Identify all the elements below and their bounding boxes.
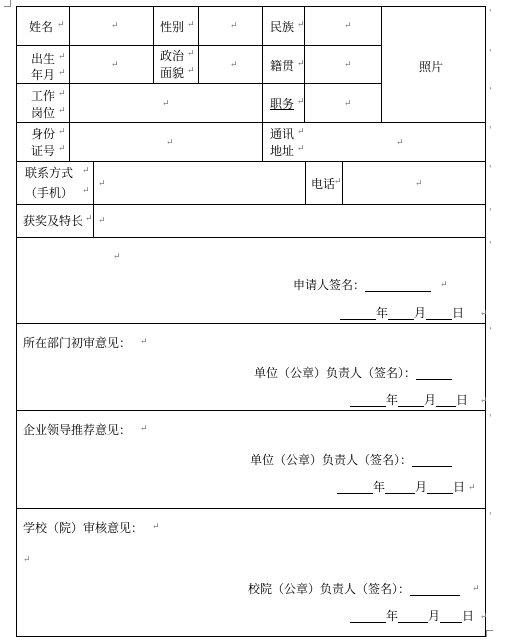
para-mark: ↵	[297, 59, 305, 69]
address-label-line1: 通讯	[270, 127, 295, 141]
school-month-blank[interactable]	[398, 610, 428, 623]
ethnicity-value-field[interactable]: ↵	[344, 21, 352, 31]
col-line-d	[262, 6, 263, 161]
contact-label-line1: 联系方式	[25, 166, 74, 180]
post-value-field[interactable]: ↵	[344, 99, 352, 109]
id-label-line1: 身份	[31, 127, 56, 141]
photo-label: 照片	[419, 60, 444, 74]
year-label: 年	[386, 393, 399, 407]
row-end-mark: '	[489, 87, 492, 97]
native-place-value-field[interactable]: ↵	[344, 60, 352, 70]
applicant-signature-label	[293, 278, 431, 292]
para-mark: ↵	[58, 144, 66, 154]
school-signature-text: 校院（公章）负责人（签名）：	[248, 582, 411, 596]
year-label: 年	[373, 480, 386, 494]
native-place-label: 籍贯	[270, 59, 295, 73]
para-mark: ↵	[297, 144, 305, 154]
dept-day-blank[interactable]	[436, 394, 456, 407]
row-line-3	[16, 122, 486, 123]
col-line-phone-a	[305, 161, 306, 204]
political-label-line2: 面貌	[160, 66, 185, 80]
dept-date-line	[350, 393, 468, 407]
month-label: 月	[414, 306, 427, 320]
row-end-mark: '	[489, 512, 492, 522]
para-mark: ↵	[57, 20, 65, 30]
applicant-year-blank[interactable]	[340, 307, 376, 320]
para-mark: ↵	[187, 20, 195, 30]
leader-year-blank[interactable]	[337, 481, 373, 494]
ethnicity-label: 民族	[270, 20, 295, 34]
col-line-f	[381, 6, 382, 122]
row-line-8	[16, 410, 486, 411]
phone-label: 电话	[311, 177, 336, 191]
applicant-signature-text: 申请人签名：	[293, 278, 366, 292]
crop-mark-bottom-right	[486, 630, 493, 637]
leader-opinion-label: 企业领导推荐意见：	[23, 423, 132, 437]
dept-signature-text: 单位（公章）负责人（签名）：	[254, 366, 417, 380]
day-label: 日	[462, 609, 475, 623]
school-date-line	[350, 609, 474, 623]
address-label-line2: 地址	[270, 144, 295, 158]
school-signature-blank[interactable]	[410, 583, 460, 596]
para-mark: ↵	[82, 186, 90, 196]
para-mark: ↵	[140, 337, 148, 347]
para-mark: ↵	[187, 66, 195, 76]
row-end-mark: '	[489, 165, 492, 175]
table-border-right	[485, 6, 486, 636]
job-label-line2: 岗位	[31, 106, 56, 120]
gender-label: 性别	[160, 20, 185, 34]
table-border-top	[16, 6, 486, 7]
dept-year-blank[interactable]	[350, 394, 386, 407]
para-mark: ↵	[297, 97, 305, 107]
name-label: 姓名	[29, 20, 54, 34]
row-end-mark: '	[489, 414, 492, 424]
day-label: 日	[456, 393, 469, 407]
job-label-line1: 工作	[31, 89, 56, 103]
row-line-4	[16, 161, 486, 162]
applicant-signature-line[interactable]	[365, 279, 431, 292]
day-label: 日	[453, 480, 466, 494]
leader-signature-blank[interactable]	[412, 454, 452, 467]
para-mark: ↵	[58, 52, 66, 62]
row-line-7	[16, 323, 486, 324]
address-value-field[interactable]: ↵	[396, 138, 404, 148]
col-line-a	[69, 6, 70, 161]
year-label: 年	[386, 609, 399, 623]
leader-date-line	[337, 480, 465, 494]
para-mark: ↵	[468, 483, 476, 493]
birth-label-line1: 出生	[31, 52, 56, 66]
para-mark: ↵	[472, 584, 480, 594]
table-border-bottom	[16, 636, 486, 637]
leader-day-blank[interactable]	[427, 481, 453, 494]
para-mark: ↵	[152, 522, 160, 532]
month-label: 月	[428, 609, 441, 623]
applicant-block-para-mark: ↵	[113, 252, 121, 262]
dept-signature-line	[254, 366, 452, 380]
political-value-field[interactable]: ↵	[230, 60, 238, 70]
para-mark: ↵	[85, 214, 93, 224]
para-mark: ↵	[480, 309, 488, 319]
row-end-mark: '	[489, 9, 492, 19]
col-line-b	[153, 6, 154, 84]
birth-label-line2: 年月	[31, 68, 56, 82]
applicant-month-blank[interactable]	[388, 307, 414, 320]
day-label: 日	[452, 306, 465, 320]
para-mark: ↵	[440, 280, 448, 290]
row-end-mark: '	[489, 208, 492, 218]
phone-value-field[interactable]: ↵	[415, 179, 423, 189]
para-mark: ↵	[58, 68, 66, 78]
row-end-mark: '	[489, 241, 492, 251]
row-line-6	[16, 237, 486, 238]
id-number-field[interactable]: ↵	[166, 138, 174, 148]
row-end-mark: '	[489, 327, 492, 337]
leader-signature-line	[250, 453, 452, 467]
dept-signature-blank[interactable]	[416, 367, 452, 380]
table-border-left	[16, 6, 17, 636]
row-line-9	[16, 508, 486, 509]
row-line-5	[16, 204, 486, 205]
awards-value-field[interactable]: ↵	[98, 216, 106, 226]
row-end-mark: '	[489, 126, 492, 136]
dept-opinion-label: 所在部门初审意见：	[23, 336, 132, 350]
para-mark: ↵	[297, 127, 305, 137]
leader-signature-text: 单位（公章）负责人（签名）：	[250, 453, 413, 467]
id-label-line2: 证号	[31, 144, 56, 158]
school-block-para-mark: ↵	[23, 555, 31, 565]
school-year-blank[interactable]	[350, 610, 386, 623]
applicant-date-line	[340, 306, 464, 320]
applicant-day-blank[interactable]	[426, 307, 452, 320]
school-signature-line	[248, 582, 460, 596]
year-label: 年	[376, 306, 389, 320]
birth-value-field[interactable]: ↵	[111, 60, 119, 70]
job-value-field[interactable]: ↵	[162, 99, 170, 109]
awards-label: 获奖及特长	[23, 214, 84, 228]
school-day-blank[interactable]	[440, 610, 462, 623]
para-mark: ↵	[58, 89, 66, 99]
para-mark: ↵	[82, 166, 90, 176]
month-label: 月	[415, 480, 428, 494]
leader-month-blank[interactable]	[385, 481, 415, 494]
para-mark: ↵	[58, 127, 66, 137]
political-label-line1: 政治	[160, 49, 185, 63]
para-mark: ↵	[297, 20, 305, 30]
para-mark: ↵	[140, 424, 148, 434]
post-label: 职务	[270, 97, 295, 111]
month-label: 月	[424, 393, 437, 407]
school-opinion-label: 学校（院）审核意见：	[23, 521, 144, 535]
gender-value-field[interactable]: ↵	[230, 21, 238, 31]
para-mark: ↵	[334, 177, 342, 187]
name-value-field[interactable]: ↵	[111, 21, 119, 31]
para-mark: ↵	[58, 106, 66, 116]
contact-label-line2: （手机）	[25, 186, 74, 200]
row-end-mark: '	[489, 49, 492, 59]
col-line-contact	[93, 161, 94, 237]
para-mark: ↵	[480, 396, 488, 406]
dept-month-blank[interactable]	[398, 394, 424, 407]
para-mark: ↵	[480, 612, 488, 622]
mobile-value-field[interactable]: ↵	[98, 179, 106, 189]
para-mark: ↵	[187, 49, 195, 59]
col-line-c	[198, 6, 199, 84]
col-line-phone-b	[342, 161, 343, 204]
crop-mark-top-left	[4, 0, 11, 7]
